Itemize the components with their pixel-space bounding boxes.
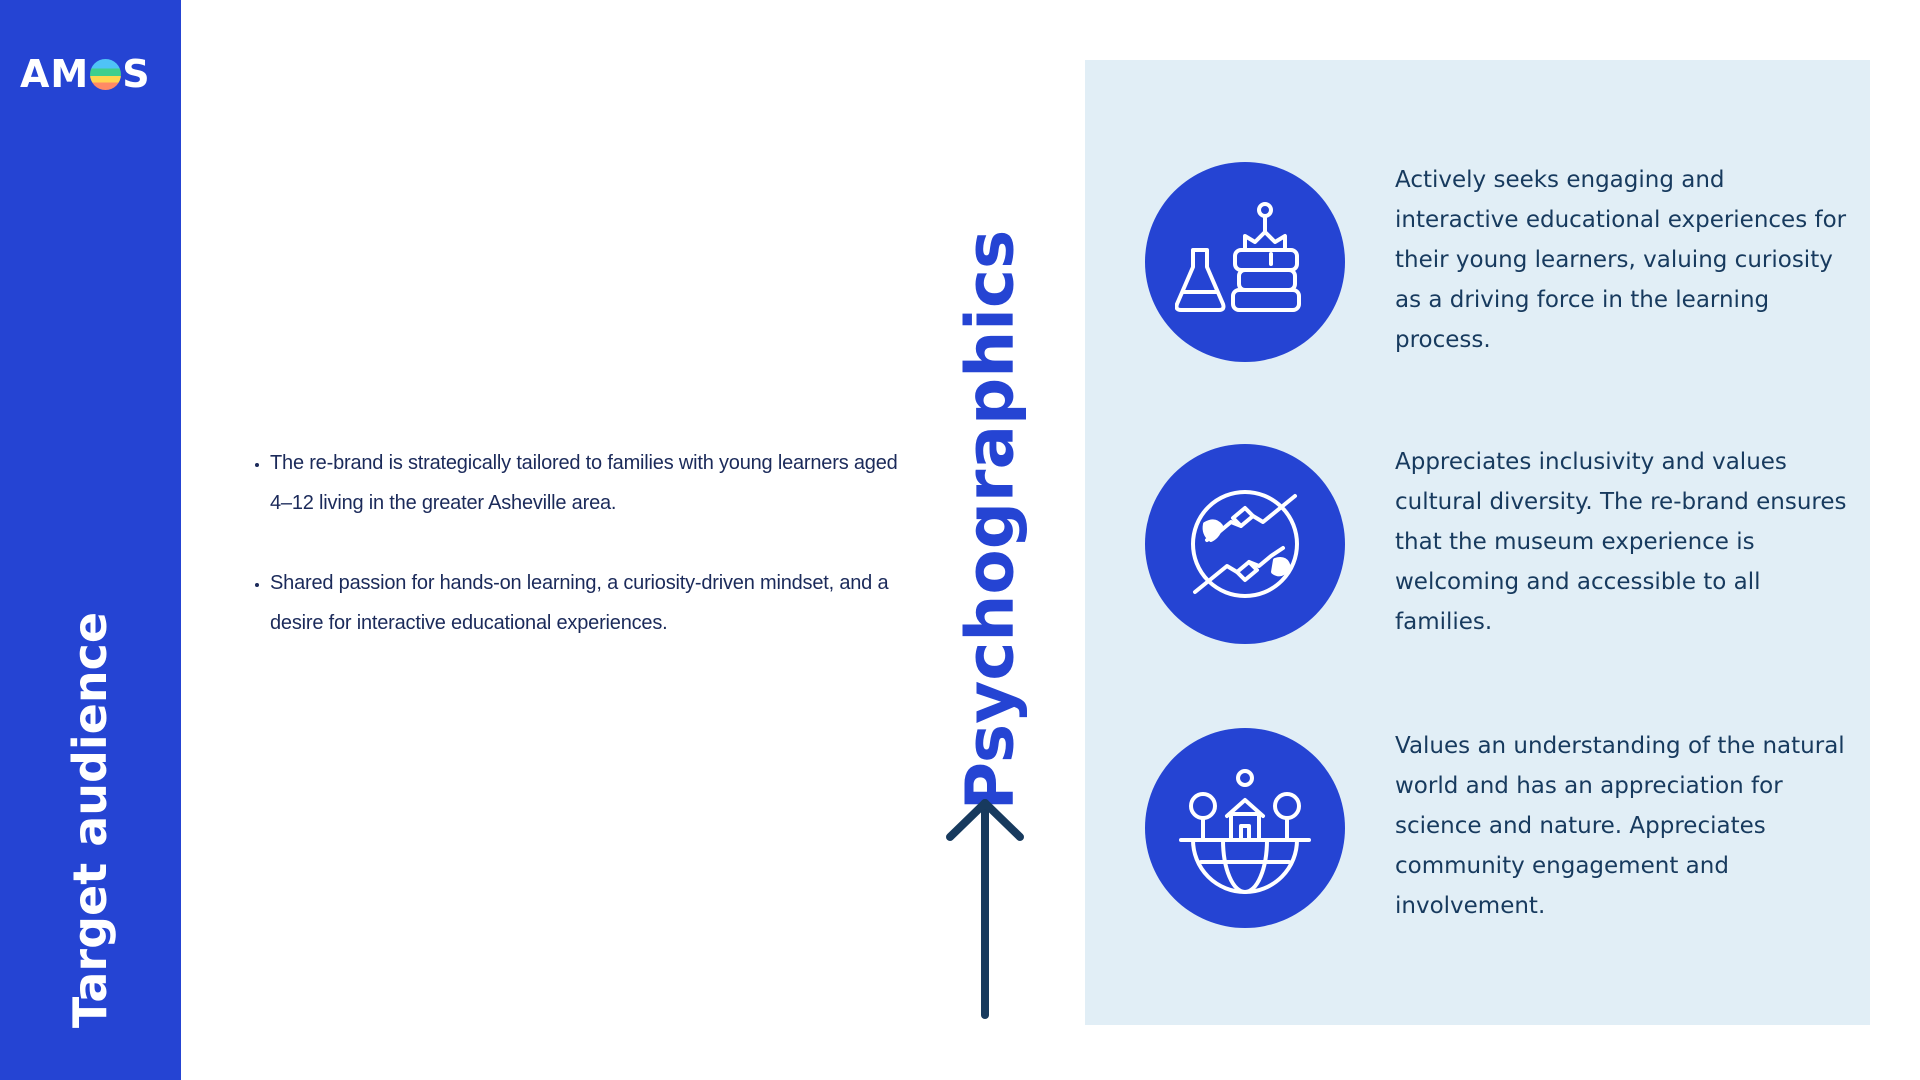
nature-community-icon (1145, 728, 1345, 928)
psychographics-panel (1085, 60, 1870, 1025)
handshake-globe-icon (1145, 444, 1345, 644)
science-books-icon (1145, 162, 1345, 362)
bullet-item: • The re-brand is strategically tailored to families with young learners aged 4–12 living in the greater Asheville area. (270, 443, 910, 523)
sidebar (0, 0, 181, 1080)
up-arrow-icon (945, 795, 1025, 1020)
sidebar-title: Target audience (63, 611, 117, 1029)
audience-bullet-list (252, 443, 910, 683)
logo-rainbow-o-icon (90, 59, 121, 90)
psychographic-text: Values an understanding of the natural world and has an appreciation for science and nature. Appreciates community engagement and involvement. (1395, 733, 1845, 919)
logo-text-prefix: AM (20, 52, 90, 96)
section-title: Psychographics (951, 229, 1029, 811)
logo-text-suffix: S (122, 52, 151, 96)
psychographic-text: Appreciates inclusivity and values cultural diversity. The re-brand ensures that the museum experience is welcoming and accessible to all families. (1395, 449, 1847, 635)
psychographic-text: Actively seeks engaging and interactive educational experiences for their young learners, valuing curiosity as a driving force in the learning process. (1395, 167, 1847, 353)
amos-logo (20, 52, 151, 96)
bullet-item: • Shared passion for hands-on learning, a curiosity-driven mindset, and a desire for interactive educational experiences. (270, 563, 910, 643)
